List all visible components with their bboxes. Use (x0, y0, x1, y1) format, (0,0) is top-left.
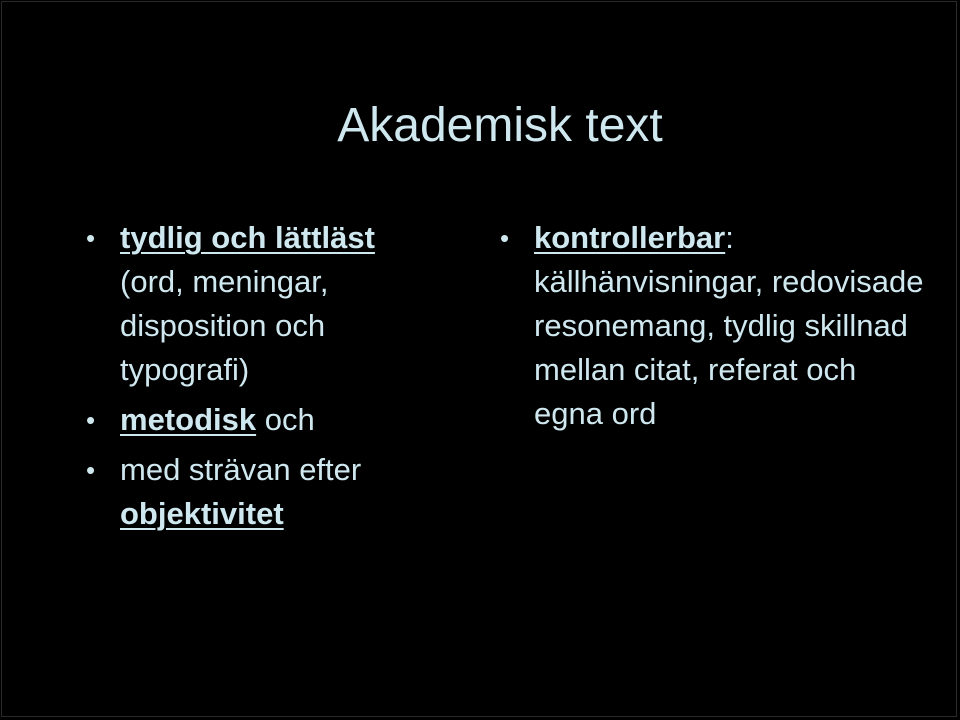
bullet-term: kontrollerbar (534, 220, 726, 255)
bullet-icon: • (500, 223, 510, 253)
slide-title-text: Akademisk text (337, 99, 663, 152)
bullet-term: objektivitet (120, 496, 284, 531)
bullet-icon: • (86, 405, 96, 435)
bullet-item-objectivity (80, 448, 440, 536)
left-column (80, 216, 440, 536)
bullet-text: och (264, 402, 315, 437)
bullet-item-verifiable (494, 216, 924, 436)
right-column (494, 216, 924, 436)
slide-title (0, 96, 960, 156)
bullet-text: (ord, meningar, disposition och typografi) (120, 264, 329, 387)
bullet-term: tydlig och lättläst (120, 220, 375, 255)
bullet-text: med strävan efter (120, 452, 362, 487)
bullet-item-methodical (80, 398, 440, 442)
bullet-icon: • (86, 455, 96, 485)
bullet-punctuation: : (725, 220, 734, 255)
bullet-text: källhänvisningar, redovisade resonemang, tydlig skillnad mellan citat, referat och egna ord (534, 264, 924, 431)
bullet-item-clarity (80, 216, 440, 392)
bullet-icon: • (86, 223, 96, 253)
bullet-term: metodisk (120, 402, 257, 437)
